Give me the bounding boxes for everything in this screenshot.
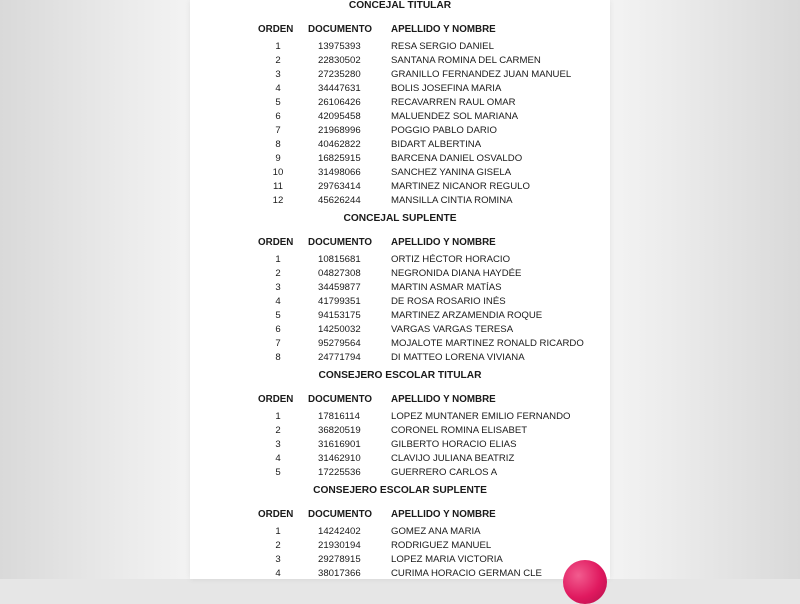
header-orden: ORDEN	[258, 24, 294, 35]
cell-documento: 36820519	[318, 425, 361, 436]
cell-documento: 04827308	[318, 268, 361, 279]
cell-orden: 1	[275, 411, 281, 422]
table-row	[190, 181, 610, 195]
header-nombre: APELLIDO Y NOMBRE	[391, 509, 496, 520]
cell-nombre: DI MATTEO LORENA VIVIANA	[391, 352, 525, 363]
table-row	[190, 55, 610, 69]
table-row	[190, 568, 610, 579]
cell-documento: 22830502	[318, 55, 361, 66]
cell-orden: 9	[275, 153, 281, 164]
cell-orden: 1	[275, 41, 281, 52]
cell-orden: 3	[275, 282, 281, 293]
cell-orden: 7	[275, 338, 281, 349]
table-row	[190, 153, 610, 167]
cell-nombre: MALUENDEZ SOL MARIANA	[391, 111, 519, 122]
header-orden: ORDEN	[258, 237, 294, 248]
cell-nombre: CLAVIJO JULIANA BEATRIZ	[391, 453, 515, 464]
cell-nombre: BARCENA DANIEL OSVALDO	[391, 153, 523, 164]
table-row	[190, 467, 610, 481]
cell-nombre: MARTIN ASMAR MATÍAS	[391, 282, 502, 293]
cell-nombre: MARTINEZ NICANOR REGULO	[391, 181, 530, 192]
cell-documento: 24771794	[318, 352, 361, 363]
cell-documento: 29763414	[318, 181, 361, 192]
cell-nombre: SANTANA ROMINA DEL CARMEN	[391, 55, 541, 66]
table-row	[190, 453, 610, 467]
table-row	[190, 268, 610, 282]
cell-orden: 8	[275, 352, 281, 363]
table-header	[190, 24, 610, 36]
cell-nombre: POGGIO PABLO DARIO	[391, 125, 497, 136]
cell-documento: 31498066	[318, 167, 361, 178]
header-nombre: APELLIDO Y NOMBRE	[391, 237, 496, 248]
cell-orden: 6	[275, 111, 281, 122]
cell-nombre: RODRIGUEZ MANUEL	[391, 540, 492, 551]
table-body	[190, 411, 610, 481]
table-row	[190, 41, 610, 55]
cell-nombre: BIDART ALBERTINA	[391, 139, 482, 150]
cell-documento: 34447631	[318, 83, 361, 94]
cell-nombre: GOMEZ ANA MARIA	[391, 526, 481, 537]
table-row	[190, 338, 610, 352]
logo-icon	[563, 560, 607, 604]
cell-orden: 5	[275, 97, 281, 108]
cell-documento: 14250032	[318, 324, 361, 335]
cell-nombre: NEGRONIDA DIANA HAYDÉE	[391, 268, 522, 279]
cell-documento: 16825915	[318, 153, 361, 164]
table-header	[190, 394, 610, 406]
cell-orden: 2	[275, 540, 281, 551]
table-row	[190, 83, 610, 97]
cell-nombre: MOJALOTE MARTINEZ RONALD RICARDO	[391, 338, 584, 349]
header-documento: DOCUMENTO	[308, 394, 373, 405]
cell-orden: 7	[275, 125, 281, 136]
cell-nombre: MANSILLA CINTIA ROMINA	[391, 195, 513, 206]
cell-nombre: LOPEZ MUNTANER EMILIO FERNANDO	[391, 411, 571, 422]
header-nombre: APELLIDO Y NOMBRE	[391, 24, 496, 35]
cell-nombre: BOLIS JOSEFINA MARIA	[391, 83, 502, 94]
cell-documento: 17225536	[318, 467, 361, 478]
header-documento: DOCUMENTO	[308, 24, 373, 35]
cell-nombre: ORTIZ HÉCTOR HORACIO	[391, 254, 511, 265]
cell-orden: 4	[275, 453, 281, 464]
background-right	[610, 0, 800, 579]
table-row	[190, 425, 610, 439]
cell-documento: 21930194	[318, 540, 361, 551]
table-row	[190, 125, 610, 139]
cell-orden: 2	[275, 268, 281, 279]
cell-nombre: GRANILLO FERNANDEZ JUAN MANUEL	[391, 69, 572, 80]
section-title: CONCEJAL SUPLENTE	[343, 213, 457, 224]
cell-orden: 2	[275, 425, 281, 436]
table-body	[190, 41, 610, 209]
cell-orden: 1	[275, 526, 281, 537]
cell-nombre: CORONEL ROMINA ELISABET	[391, 425, 528, 436]
cell-documento: 27235280	[318, 69, 361, 80]
cell-orden: 5	[275, 467, 281, 478]
cell-documento: 34459877	[318, 282, 361, 293]
header-orden: ORDEN	[258, 394, 294, 405]
cell-nombre: DE ROSA ROSARIO INÉS	[391, 296, 506, 307]
cell-nombre: GILBERTO HORACIO ELIAS	[391, 439, 517, 450]
cell-orden: 3	[275, 439, 281, 450]
cell-documento: 21968996	[318, 125, 361, 136]
cell-nombre: GUERRERO CARLOS A	[391, 467, 498, 478]
section-title: CONSEJERO ESCOLAR SUPLENTE	[313, 485, 487, 496]
cell-orden: 4	[275, 296, 281, 307]
cell-documento: 31462910	[318, 453, 361, 464]
background-left	[0, 0, 190, 579]
section-title: CONCEJAL TITULAR	[348, 0, 452, 11]
cell-nombre: CURIMA HORACIO GERMAN CLE	[391, 568, 542, 579]
cell-documento: 17816114	[318, 411, 360, 422]
table-row	[190, 139, 610, 153]
cell-documento: 14242402	[318, 526, 361, 537]
cell-documento: 31616901	[318, 439, 361, 450]
document-page	[190, 0, 610, 579]
table-body	[190, 526, 610, 579]
cell-orden: 12	[272, 195, 284, 206]
cell-documento: 13975393	[318, 41, 361, 52]
table-row	[190, 554, 610, 568]
table-row	[190, 411, 610, 425]
cell-orden: 10	[272, 167, 284, 178]
cell-documento: 95279564	[318, 338, 361, 349]
cell-nombre: VARGAS VARGAS TERESA	[391, 324, 514, 335]
cell-nombre: SANCHEZ YANINA GISELA	[391, 167, 512, 178]
cell-orden: 4	[275, 83, 281, 94]
cell-orden: 4	[275, 568, 281, 579]
table-row	[190, 111, 610, 125]
table-row	[190, 254, 610, 268]
header-documento: DOCUMENTO	[308, 237, 373, 248]
cell-nombre: MARTINEZ ARZAMENDIA ROQUE	[391, 310, 543, 321]
cell-documento: 41799351	[318, 296, 361, 307]
table-row	[190, 352, 610, 366]
table-body	[190, 254, 610, 366]
header-nombre: APELLIDO Y NOMBRE	[391, 394, 496, 405]
header-orden: ORDEN	[258, 509, 294, 520]
table-row	[190, 195, 610, 209]
table-header	[190, 509, 610, 521]
header-documento: DOCUMENTO	[308, 509, 373, 520]
cell-documento: 42095458	[318, 111, 361, 122]
table-header	[190, 237, 610, 249]
cell-documento: 94153175	[318, 310, 361, 321]
table-row	[190, 526, 610, 540]
cell-documento: 38017366	[318, 568, 361, 579]
table-row	[190, 282, 610, 296]
cell-orden: 1	[275, 254, 281, 265]
table-row	[190, 310, 610, 324]
cell-documento: 26106426	[318, 97, 361, 108]
cell-documento: 45626244	[318, 195, 361, 206]
cell-orden: 5	[275, 310, 281, 321]
table-row	[190, 167, 610, 181]
section-title: CONSEJERO ESCOLAR TITULAR	[318, 370, 482, 381]
cell-documento: 29278915	[318, 554, 361, 565]
cell-orden: 6	[275, 324, 281, 335]
cell-nombre: LOPEZ MARIA VICTORIA	[391, 554, 503, 565]
cell-orden: 3	[275, 554, 281, 565]
cell-documento: 40462822	[318, 139, 361, 150]
cell-nombre: RESA SERGIO DANIEL	[391, 41, 494, 52]
cell-nombre: RECAVARREN RAUL OMAR	[391, 97, 516, 108]
table-row	[190, 97, 610, 111]
cell-orden: 3	[275, 69, 281, 80]
table-row	[190, 439, 610, 453]
table-row	[190, 324, 610, 338]
table-row	[190, 540, 610, 554]
table-row	[190, 69, 610, 83]
cell-documento: 10815681	[318, 254, 361, 265]
cell-orden: 11	[273, 181, 283, 192]
cell-orden: 2	[275, 55, 281, 66]
table-row	[190, 296, 610, 310]
cell-orden: 8	[275, 139, 281, 150]
